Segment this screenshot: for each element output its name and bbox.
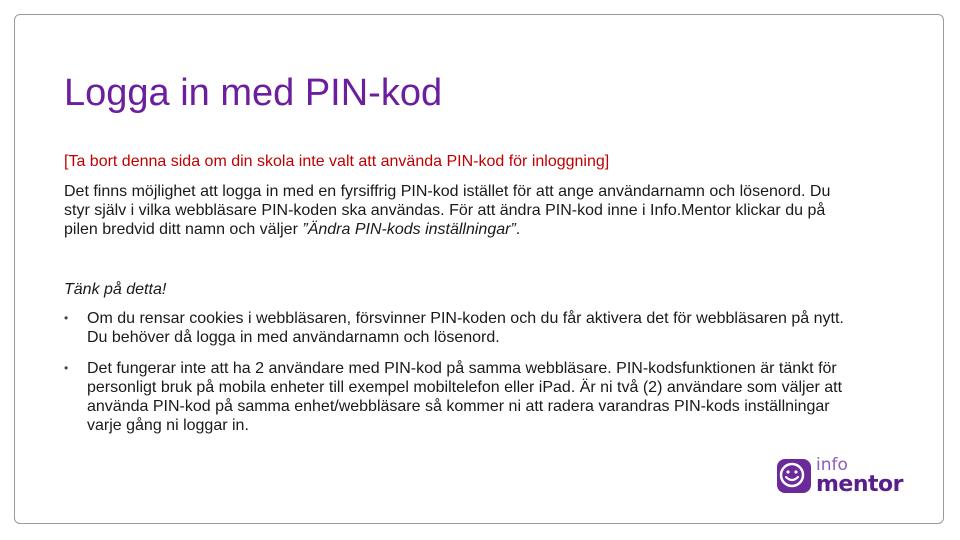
smiley-icon	[776, 458, 812, 494]
logo-word-info: info	[816, 455, 848, 475]
bullet-icon: •	[64, 311, 69, 325]
page-title: Logga in med PIN-kod	[64, 72, 443, 114]
tips-list	[64, 309, 854, 447]
tip-text: Om du rensar cookies i webbläsaren, försvinner PIN-koden och du får aktivera det för webbläsaren på nytt. Du behöver då logga in med användarnamn och lösenord.	[87, 310, 844, 346]
logo-word-mentor: mentor	[816, 472, 903, 497]
infomentor-logo	[776, 455, 904, 498]
intro-paragraph	[64, 182, 854, 239]
tip-text: Det fungerar inte att ha 2 användare med PIN-kod på samma webbläsare. PIN-kodsfunktionen är tänkt för personligt bruk på mobila enheter till exempel mobiltelefon eller iPad. Är ni två (2) användare som väljer att använda PIN-kod på samma enhet/webbläsare så kommer ni att radera varandras PIN-kods inställningar varje gång ni loggar in.	[87, 360, 843, 434]
bullet-icon: •	[64, 361, 69, 375]
list-item	[64, 309, 854, 347]
tips-heading: Tänk på detta!	[64, 281, 167, 298]
intro-end: .	[515, 221, 521, 238]
intro-emphasis: ”Ändra PIN-kods inställningar”	[302, 221, 516, 238]
intro-text: Det finns möjlighet att logga in med en fyrsiffrig PIN-kod istället för att ange användarnamn och lösenord. Du styr själv i vilka webbläsare PIN-koden ska användas. För att ändra PIN-kod inne i Info.Mentor klickar du på pilen bredvid ditt namn och väljer	[64, 183, 831, 238]
list-item	[64, 359, 854, 435]
removal-notice: [Ta bort denna sida om din skola inte valt att använda PIN-kod för inloggning]	[64, 153, 610, 170]
